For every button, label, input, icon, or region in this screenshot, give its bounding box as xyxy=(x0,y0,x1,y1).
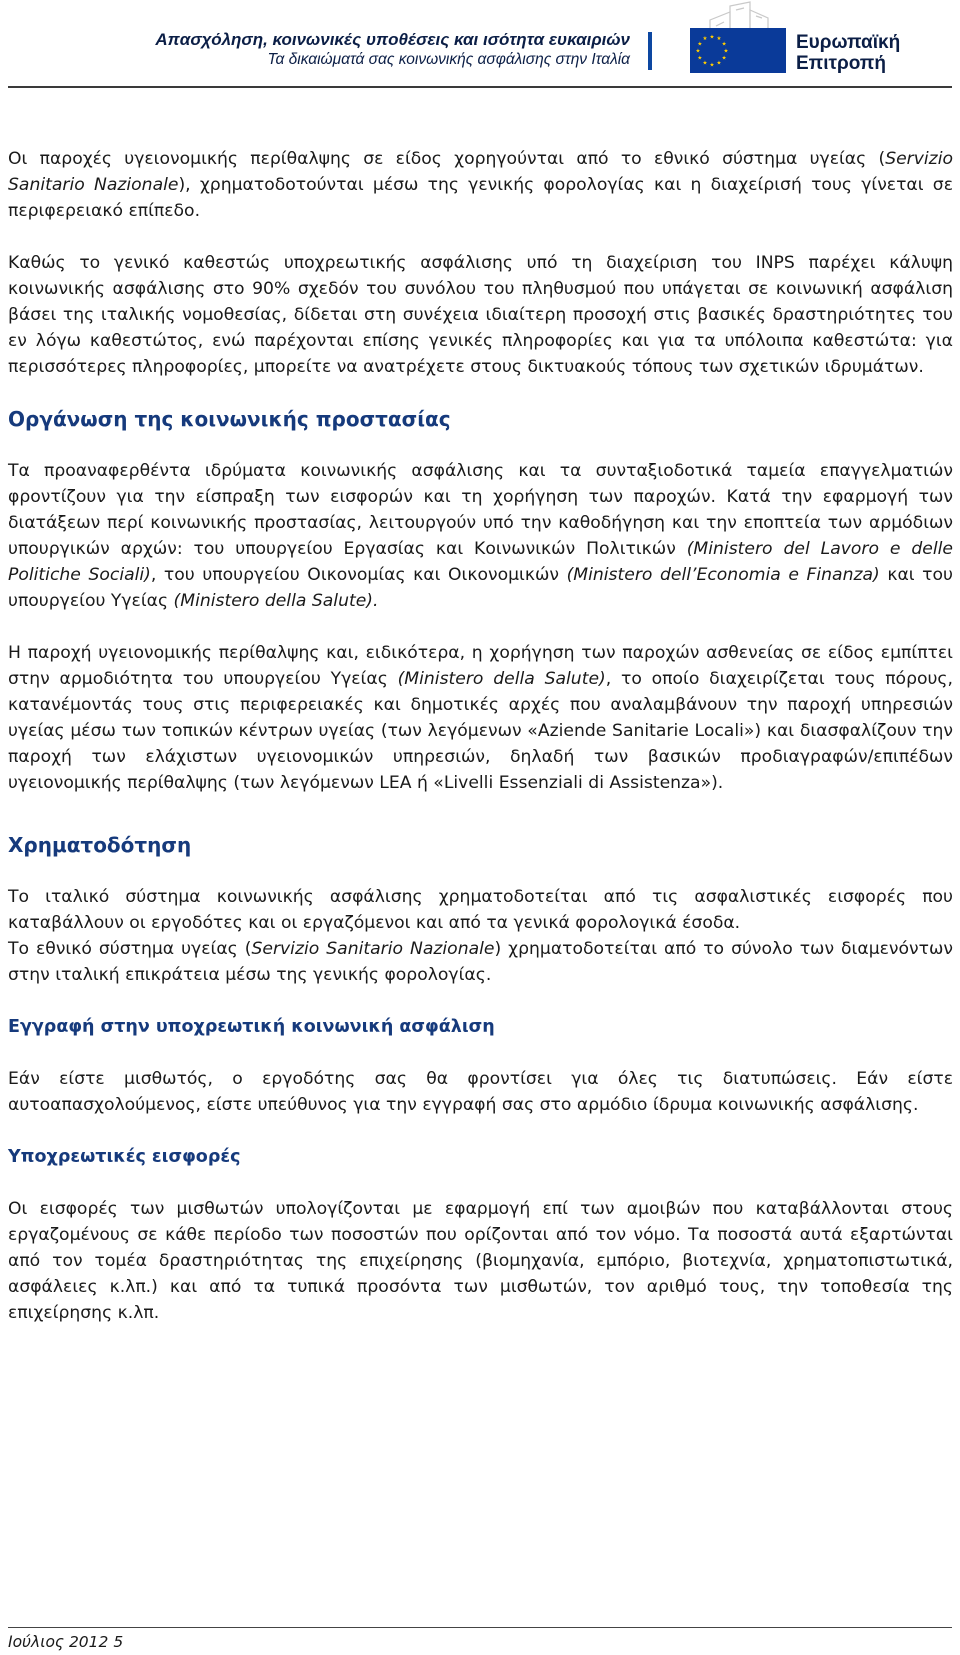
flag-star: ★ xyxy=(697,41,703,48)
footer-rule xyxy=(8,1627,952,1628)
intro-paragraph-1: Οι παροχές υγειονομικής περίθαλψης σε είδος χορηγούνται από το εθνικό σύστημα υγείας (Servizio Sanitario Nazionale), χρηματοδοτούνται μέσω της γενικής φορολογίας και η διαχείρισή τους γίνεται σε περιφερειακό επίπεδο. xyxy=(8,149,953,221)
flag-star: ★ xyxy=(723,48,729,55)
contributions-paragraph: Οι εισφορές των μισθωτών υπολογίζονται με εφαρμογή επί των αμοιβών που καταβάλλονται στους εργαζομένους σε κάθε περίοδο των ποσοστών που ορίζονται από τον νόμο. Τα ποσοστά αυτά εξαρτώνται από τον τομέα δραστηριότητας της επιχείρησης (βιομηχανία, εμπόριο, βιοτεχνία, χρηματοπιστωτικά, ασφάλειες κ.λπ.) και από τα τυπικά προσόντα των μισθωτών, τον αριθμό τους, την τοποθεσία της επιχείρησης κ.λπ. xyxy=(8,1199,953,1323)
logo-line-1: Ευρωπαϊκή xyxy=(796,32,901,53)
flag-star: ★ xyxy=(709,34,715,41)
flag-star: ★ xyxy=(716,60,722,67)
header-titles xyxy=(155,30,630,70)
flag-star: ★ xyxy=(695,48,701,55)
header-rule xyxy=(8,86,952,88)
organisation-paragraph-1: Τα προαναφερθέντα ιδρύματα κοινωνικής ασφάλισης και τα συνταξιοδοτικά ταμεία επαγγελματιών φροντίζουν για την είσπραξη των εισφορών και τη χορήγηση των παροχών. Κατά την εφαρμογή των διατάξεων περί κοινωνικής προστασίας, λειτουργούν υπό την καθοδήγηση και την εποπτεία των αρμόδιων υπουργικών αρχών: του υπουργείου Εργασίας και Κοινωνικών Πολιτικών (Ministero del Lavoro e delle Politiche Sociali), του υπουργείου Οικονομίας και Οικονομικών (Ministero dell’Economia e Finanza) και του υπουργείου Υγείας (Ministero della Salute). xyxy=(8,461,953,611)
flag-star: ★ xyxy=(709,62,715,69)
financing-paragraph-1: Το ιταλικό σύστημα κοινωνικής ασφάλισης χρηματοδοτείται από τις ασφαλιστικές εισφορές που καταβάλλουν οι εργοδότες και οι εργαζόμενοι και από τα γενικά φορολογικά έσοδα. xyxy=(8,887,953,933)
registration-paragraph: Εάν είστε μισθωτός, ο εργοδότης σας θα φροντίσει για όλες τις διατυπώσεις. Εάν είστε αυτοαπασχολούμενος, είστε υπεύθυνος για την εγγραφή σας στο αρμόδιο ίδρυμα κοινωνικής ασφάλισης. xyxy=(8,1069,953,1115)
footer-date: Ιούλιος 2012 xyxy=(8,1633,109,1651)
flag-star: ★ xyxy=(697,55,703,62)
heading-organisation: Οργάνωση της κοινωνικής προστασίας xyxy=(8,407,451,431)
header-subtitle: Τα δικαιώματά σας κοινωνικής ασφάλισης στην Ιταλία xyxy=(267,51,630,68)
heading-financing: Χρηματοδότηση xyxy=(8,833,192,857)
flag-star: ★ xyxy=(702,60,708,67)
header-title: Απασχόληση, κοινωνικές υποθέσεις και ισότητα ευκαιριών xyxy=(155,30,630,49)
page-footer xyxy=(8,1632,123,1652)
intro-paragraph-2: Καθώς το γενικό καθεστώς υποχρεωτικής ασφάλισης υπό τη διαχείριση του INPS παρέχει κάλυψη κοινωνικής ασφάλισης στο 90% σχεδόν του συνόλου του πληθυσμού που υπάγεται σε κοινωνική ασφάλιση βάσει της ιταλικής νομοθεσίας, δίδεται στη συνέχεια ιδιαίτερη προσοχή στις βασικές δραστηριότητες του εν λόγω καθεστώτος, ενώ παρέχονται επίσης γενικές πληροφορίες και για τα υπόλοιπα καθεστώτα: για περισσότερες πληροφορίες, μπορείτε να ανατρέχετε στους δικτυακούς τόπους των σχετικών ιδρυμάτων. xyxy=(8,253,953,377)
document-body xyxy=(8,146,953,1326)
heading-registration: Εγγραφή στην υποχρεωτική κοινωνική ασφάλιση xyxy=(8,1017,495,1037)
page-number: 5 xyxy=(113,1633,124,1651)
logo-line-2: Επιτροπή xyxy=(796,53,886,74)
flag-star: ★ xyxy=(721,41,727,48)
flag-star: ★ xyxy=(721,55,727,62)
organisation-paragraph-2: Η παροχή υγειονομικής περίθαλψης και, ειδικότερα, η χορήγηση των παροχών ασθενείας σε είδος εμπίπτει στην αρμοδιότητα του υπουργείου Υγείας (Ministero della Salute), το οποίο διαχειρίζεται τους πόρους, κατανέμοντάς τους στις περιφερειακές και δημοτικές αρχές που αναλαμβάνουν την παροχή υπηρεσιών υγείας μέσω των τοπικών κέντρων υγείας (των λεγόμενων «Aziende Sanitarie Locali») και διασφαλίζουν την παροχή των ελάχιστων υγειονομικών υπηρεσιών, δηλαδή των βασικών προδιαγραφών/επιπέδων υγειονομικής περίθαλψης (των λεγόμενων LEA ή «Livelli Essenziali di Assistenza»). xyxy=(8,643,953,793)
flag-star: ★ xyxy=(702,36,708,43)
flag-star: ★ xyxy=(716,36,722,43)
header-divider xyxy=(648,32,652,70)
heading-contributions: Υποχρεωτικές εισφορές xyxy=(8,1147,241,1167)
financing-paragraph-2: Το εθνικό σύστημα υγείας (Servizio Sanitario Nazionale) χρηματοδοτείται από το σύνολο των διαμενόντων στην ιταλική επικράτεια μέσω της γενικής φορολογίας. xyxy=(8,939,953,985)
commission-logo-text xyxy=(796,32,900,74)
page-header xyxy=(0,0,960,88)
eu-flag-icon xyxy=(690,28,786,73)
